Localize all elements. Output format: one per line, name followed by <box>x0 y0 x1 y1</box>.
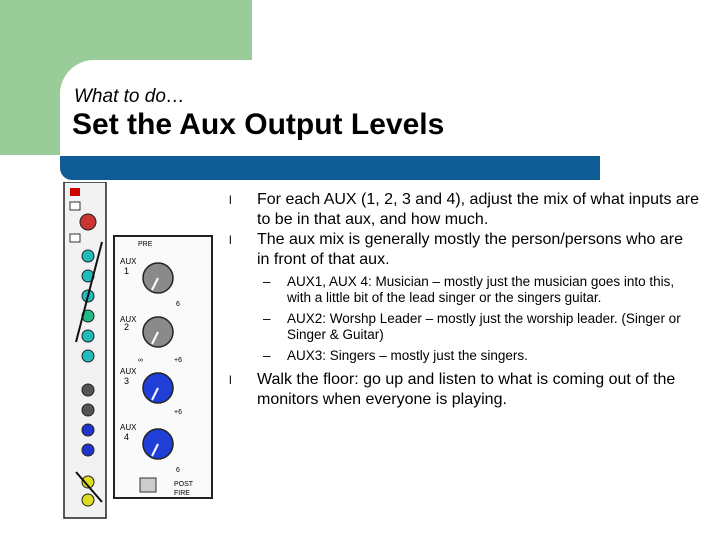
sub-bullet-item <box>229 274 699 306</box>
six-label: 6 <box>176 467 180 474</box>
bullet-marker: l <box>229 233 232 247</box>
channel-knob-icon <box>82 424 94 436</box>
bullet-marker: l <box>229 193 232 207</box>
channel-knob-icon <box>82 350 94 362</box>
aux3-label: 3 <box>124 376 130 386</box>
aux-label: AUX <box>120 257 137 266</box>
gain-knob-icon <box>80 214 96 230</box>
min-label: ∞ <box>138 357 143 364</box>
sub-bullet-item <box>229 311 699 343</box>
plus6-label: +6 <box>174 357 182 364</box>
slide-title: Set the Aux Output Levels <box>72 108 445 141</box>
button-icon <box>70 234 80 242</box>
aux-label: AUX <box>120 367 137 376</box>
aux4-label: 4 <box>124 432 130 442</box>
mute-led-icon <box>70 188 80 196</box>
sub-bullet-container <box>229 274 699 364</box>
channel-knob-icon <box>82 444 94 456</box>
channel-knob-icon <box>82 250 94 262</box>
bullet-text: For each AUX (1, 2, 3 and 4), adjust the mix of what inputs are to be in that aux, and how much. <box>257 191 700 228</box>
six-label: 6 <box>176 301 180 308</box>
slide-subtitle: What to do… <box>74 86 185 107</box>
bullet-item <box>229 230 699 270</box>
mixer-aux-section-image <box>62 182 220 522</box>
sub-bullet-marker: – <box>263 274 271 289</box>
channel-knob-icon <box>82 330 94 342</box>
post-label: POST <box>174 481 194 488</box>
post-switch-icon <box>140 478 156 492</box>
channel-knob-icon <box>82 384 94 396</box>
aux-label: AUX <box>120 315 137 324</box>
aux-label: AUX <box>120 423 137 432</box>
sub-bullet-marker: – <box>263 311 271 326</box>
bullet-text: The aux mix is generally mostly the person/persons who are in front of that aux. <box>257 231 683 268</box>
button-icon <box>70 202 80 210</box>
bullet-item <box>229 370 699 410</box>
sub-bullet-list <box>229 274 699 364</box>
channel-knob-icon <box>82 404 94 416</box>
sub-bullet-text: AUX1, AUX 4: Musician – mostly just the musician goes into this, with a little bit of the lead singer or the singers guitar. <box>287 274 675 305</box>
sub-bullet-marker: – <box>263 348 271 363</box>
channel-strip <box>64 182 106 518</box>
sub-bullet-item <box>229 348 699 364</box>
fire-label: FIRE <box>174 490 190 497</box>
bullet-marker: l <box>229 373 232 387</box>
bullet-list <box>229 190 699 410</box>
title-underline-bar <box>60 156 600 180</box>
plus6-label: +6 <box>174 409 182 416</box>
aux2-label: 2 <box>124 322 130 332</box>
sub-bullet-text: AUX2: Worshp Leader – mostly just the worship leader. (Singer or Singer & Guitar) <box>287 311 681 342</box>
pre-label: PRE <box>138 241 153 248</box>
aux1-label: 1 <box>124 266 130 276</box>
bullet-text: Walk the floor: go up and listen to what is coming out of the monitors when everyone is playing. <box>257 371 676 408</box>
bullet-item <box>229 190 699 230</box>
sub-bullet-text: AUX3: Singers – mostly just the singers. <box>287 348 528 363</box>
channel-knob-icon <box>82 494 94 506</box>
